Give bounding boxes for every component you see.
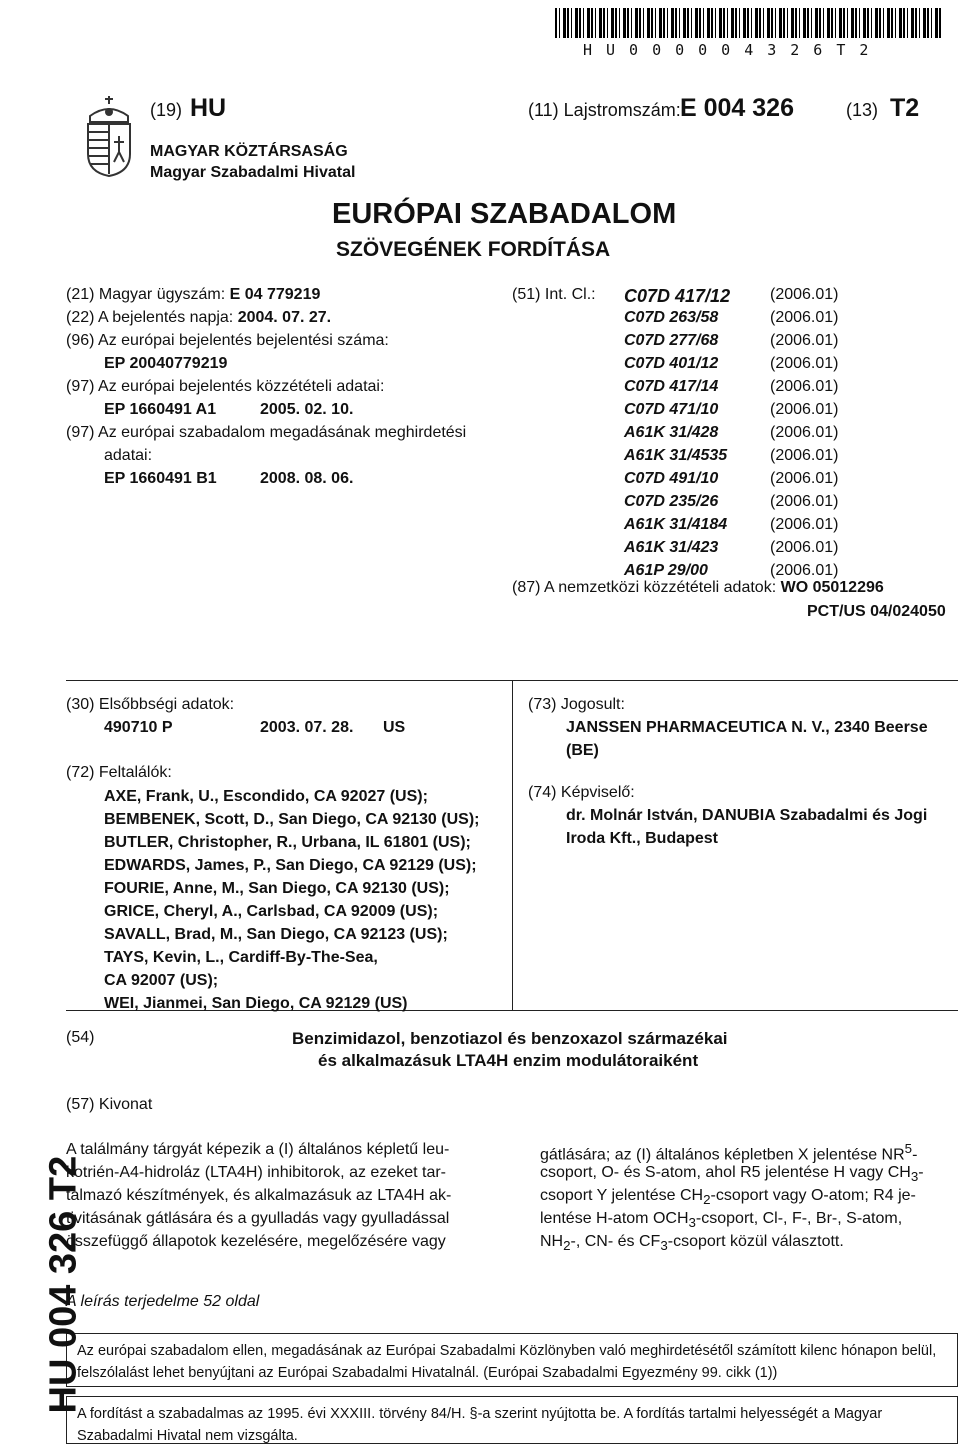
ipc-label: (51) Int. Cl.: [512, 286, 596, 303]
inventor-line: AXE, Frank, U., Escondido, CA 92027 (US); [104, 788, 428, 805]
abstract-left-line: talmazó készítmények, és alkalmazásuk az LTA4H ak- [66, 1187, 452, 1204]
ipc-version: (2006.01) [770, 516, 839, 533]
inventors-label: (72) Feltalálók: [66, 764, 172, 781]
field-87-value2: PCT/US 04/024050 [807, 603, 946, 620]
ipc-code: A61K 31/423 [624, 539, 719, 556]
ipc-version: (2006.01) [770, 355, 839, 372]
ipc-version: (2006.01) [770, 493, 839, 510]
ipc-version: (2006.01) [770, 378, 839, 395]
ipc-code: A61K 31/4184 [624, 516, 728, 533]
priority-number: 490710 P [104, 719, 173, 736]
agent-label: (74) Képviselő: [528, 784, 635, 801]
field-22: (22) A bejelentés napja: 2004. 07. 27. [66, 309, 332, 326]
ipc-version: (2006.01) [770, 332, 839, 349]
inventor-line: EDWARDS, James, P., San Diego, CA 92129 (US); [104, 857, 477, 874]
title54-line2: és alkalmazásuk LTA4H enzim modulátoraiként [318, 1051, 699, 1070]
coat-of-arms-logo [80, 92, 138, 178]
office-line1: MAGYAR KÖZTÁRSASÁG [150, 143, 348, 160]
notice-opposition: Az európai szabadalom ellen, megadásának az Európai Szabadalmi Közlönyben való meghirdetésétől számított kilenc hónapon belül, felszólalást lehet benyújtani az Európai Szabadalmi Hivatalnál. (Európai Szabadalmi Egyezmény 99. cikk (1)) [66, 1333, 958, 1387]
holder-line2: (BE) [566, 742, 599, 759]
abstract-right-line2: csoport, O- és S-atom, ahol R5 jelentése H vagy $CH_3-$ [540, 1164, 924, 1185]
divider-vertical [512, 680, 513, 1010]
priority-date: 2003. 07. 28. [260, 719, 354, 736]
office-line2: Magyar Szabadalmi Hivatal [150, 164, 356, 181]
title54-line1: Benzimidazol, benzotiazol és benzoxazol származékai [292, 1029, 728, 1048]
description-extent: A leírás terjedelme 52 oldal [66, 1293, 260, 1310]
ipc-version: (2006.01) [770, 539, 839, 556]
ipc-code: A61P 29/00 [624, 562, 708, 579]
ipc-version: (2006.01) [770, 401, 839, 418]
field-97a: (97) Az európai bejelentés közzétételi adatai: [66, 378, 385, 395]
title-sub: SZÖVEGÉNEK FORDÍTÁSA [336, 238, 611, 261]
ipc-code: C07D 235/26 [624, 493, 719, 510]
abstract-right-line5: $NH_2-$, CN- és $CF_3$-csoport közül választott. [540, 1233, 844, 1254]
side-document-label: HU 004 326 T2 [42, 1155, 85, 1414]
doc-type: T2 [890, 94, 920, 122]
ipc-code: C07D 401/12 [624, 355, 719, 372]
registry-number: E 004 326 [680, 94, 794, 122]
holder-line1: JANSSEN PHARMACEUTICA N. V., 2340 Beerse [566, 719, 928, 736]
ipc-code: C07D 417/14 [624, 378, 719, 395]
field-97b: (97) Az európai szabadalom megadásának meghirdetési [66, 424, 467, 441]
abstract-left-line: összefüggő állapotok kezelésére, megelőzésére vagy [66, 1233, 446, 1250]
inventor-line: CA 92007 (US); [104, 972, 219, 989]
ipc-version: (2006.01) [770, 562, 839, 579]
abstract-left-line: tivitásának gátlására és a gyulladás vagy gyulladással [66, 1210, 450, 1227]
field-87: (87) A nemzetközi közzétételi adatok: WO 05012296 [512, 579, 884, 596]
country-code: HU [190, 94, 227, 122]
inventor-line: FOURIE, Anne, M., San Diego, CA 92130 (US); [104, 880, 450, 897]
ipc-code: C07D 263/58 [624, 309, 719, 326]
barcode [555, 8, 943, 38]
country-code-label: (19) [150, 100, 183, 120]
priority-label: (30) Elsőbbségi adatok: [66, 696, 235, 713]
abstract-right-line3: csoport Y jelentése $CH_2$-csoport vagy O-atom; R4 je- [540, 1187, 916, 1208]
inventor-line: BEMBENEK, Scott, D., San Diego, CA 92130 (US); [104, 811, 480, 828]
ipc-code: A61K 31/428 [624, 424, 719, 441]
field-21: (21) Magyar ügyszám: E 04 779219 [66, 286, 321, 303]
inventor-line: BUTLER, Christopher, R., Urbana, IL 61801 (US); [104, 834, 471, 851]
ipc-version: (2006.01) [770, 286, 839, 303]
inventor-line: GRICE, Cheryl, A., Carlsbad, CA 92009 (US); [104, 903, 439, 920]
registry-label: (11) Lajstromszám: [528, 100, 681, 120]
field-96-value: EP 20040779219 [104, 355, 228, 372]
inventor-line: WEI, Jianmei, San Diego, CA 92129 (US) [104, 995, 408, 1012]
agent-line2: Iroda Kft., Budapest [566, 830, 719, 847]
ipc-version: (2006.01) [770, 447, 839, 464]
field-97b-number: EP 1660491 B1 [104, 470, 217, 487]
title54-label: (54) [66, 1029, 95, 1046]
abstract-left-line: A találmány tárgyát képezik a (I) általános képletű leu- [66, 1141, 450, 1158]
field-96: (96) Az európai bejelentés bejelentési száma: [66, 332, 389, 349]
ipc-code: C07D 277/68 [624, 332, 719, 349]
field-97a-number: EP 1660491 A1 [104, 401, 217, 418]
field-97b-date: 2008. 08. 06. [260, 470, 354, 487]
abstract-right-line4: lentése H-atom $OCH_3$-csoport, Cl-, F-, Br-, S-atom, [540, 1210, 903, 1231]
abstract-label: (57) Kivonat [66, 1096, 153, 1113]
inventor-line: SAVALL, Brad, M., San Diego, CA 92123 (US); [104, 926, 448, 943]
notice-translation: A fordítást a szabadalmas az 1995. évi XXXIII. törvény 84/H. §-a szerint nyújtotta be. A fordítás tartalmi helyességét a Magyar Szabadalmi Hivatal nem vizsgálta. [66, 1396, 958, 1444]
title-main: EURÓPAI SZABADALOM [332, 198, 677, 230]
abstract-left-line: kotrién-A4-hidroláz (LTA4H) inhibitorok, az ezeket tar- [66, 1164, 446, 1181]
priority-country: US [383, 719, 406, 736]
ipc-code: C07D 471/10 [624, 401, 719, 418]
ipc-code: A61K 31/4535 [624, 447, 728, 464]
ipc-version: (2006.01) [770, 470, 839, 487]
ipc-code: C07D 417/12 [624, 286, 731, 306]
holder-label: (73) Jogosult: [528, 696, 625, 713]
field-97b-cont: adatai: [104, 447, 153, 464]
ipc-code: C07D 491/10 [624, 470, 719, 487]
doc-type-label: (13) [846, 100, 879, 120]
field-97a-date: 2005. 02. 10. [260, 401, 354, 418]
ipc-version: (2006.01) [770, 309, 839, 326]
agent-line1: dr. Molnár István, DANUBIA Szabadalmi és Jogi [566, 807, 928, 824]
abstract-right-line1: gátlására; az (I) általános képletben X jelentése $NR^5-$ [540, 1141, 918, 1164]
ipc-version: (2006.01) [770, 424, 839, 441]
inventor-line: TAYS, Kevin, L., Cardiff-By-The-Sea, [104, 949, 378, 966]
barcode-text: HU000004326T2 [583, 41, 883, 59]
